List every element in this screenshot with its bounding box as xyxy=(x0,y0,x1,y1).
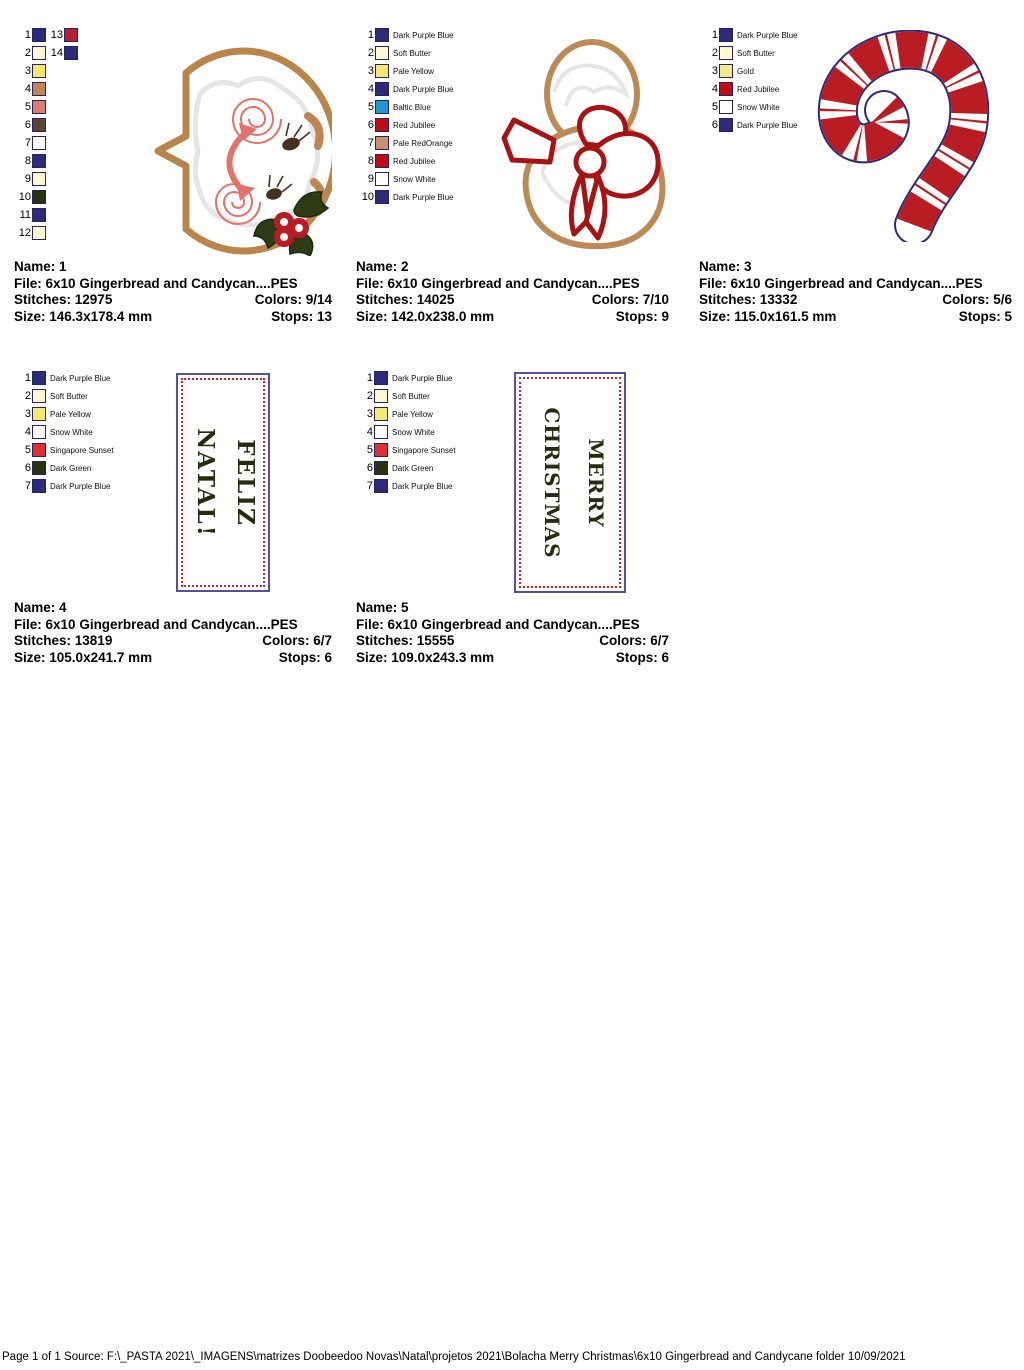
thread-row xyxy=(356,405,456,423)
thread-row xyxy=(356,459,456,477)
thread-swatch xyxy=(374,479,388,493)
thread-number: 6 xyxy=(24,118,31,131)
thread-row xyxy=(14,459,114,477)
size-line: Size: 115.0x161.5 mm xyxy=(699,308,837,324)
thread-row xyxy=(14,477,114,495)
stops-line: Stops: 9 xyxy=(615,308,669,324)
thread-swatch xyxy=(32,100,46,114)
thread-label: Soft Butter xyxy=(737,48,775,58)
thread-number: 5 xyxy=(711,100,718,113)
thread-row xyxy=(14,44,46,62)
thread-number: 9 xyxy=(367,172,374,185)
thread-row xyxy=(14,188,46,206)
design-file-line: File: 6x10 Gingerbread and Candycan....PES xyxy=(356,616,640,632)
name-label: Name: xyxy=(14,259,56,274)
thread-row xyxy=(14,224,46,242)
banner-text xyxy=(522,379,618,587)
thread-row xyxy=(356,387,456,405)
thread-number: 8 xyxy=(367,154,374,167)
thread-legend-design-3 xyxy=(701,26,797,134)
thread-row xyxy=(14,152,46,170)
thread-number: 4 xyxy=(24,425,31,438)
size-line: Size: 142.0x238.0 mm xyxy=(356,308,495,324)
thread-row xyxy=(46,26,78,44)
design-name-line: Name: 5 xyxy=(356,600,409,615)
thread-number: 3 xyxy=(367,64,374,77)
thread-number: 6 xyxy=(367,118,374,131)
thread-number: 2 xyxy=(24,389,31,402)
design-name-line: Name: 2 xyxy=(356,259,409,274)
thread-swatch xyxy=(374,443,388,457)
cookie-ornament-bow-artwork xyxy=(490,22,682,256)
thread-swatch xyxy=(719,82,733,96)
thread-label: Singapore Sunset xyxy=(50,445,114,455)
thread-swatch xyxy=(32,479,46,493)
thread-label: Red Jubilee xyxy=(393,156,436,166)
design-file-line: File: 6x10 Gingerbread and Candycan....PES xyxy=(356,275,640,291)
design-file-line xyxy=(14,276,332,293)
thread-label: Gold xyxy=(737,66,754,76)
colors-line: Colors: 6/7 xyxy=(262,633,332,648)
design-name-line: Name: 4 xyxy=(14,600,67,615)
thread-number: 1 xyxy=(367,28,374,41)
thread-number: 13 xyxy=(50,28,63,41)
thread-row xyxy=(701,62,797,80)
thread-label: Snow White xyxy=(392,427,435,437)
stitches-line: Stitches: 14025 xyxy=(356,292,455,307)
stops-line: Stops: 6 xyxy=(278,649,332,665)
thread-number: 4 xyxy=(711,82,718,95)
banner-text xyxy=(181,380,265,585)
thread-swatch xyxy=(375,172,389,186)
feliz-natal-banner-artwork xyxy=(176,373,270,592)
thread-label: Pale Yellow xyxy=(50,409,91,419)
thread-number: 7 xyxy=(366,479,373,492)
banner-line-1: MERRY xyxy=(584,437,608,528)
thread-label: Dark Green xyxy=(392,463,434,473)
size-line: Size: 105.0x241.7 mm xyxy=(14,649,153,665)
thread-swatch xyxy=(374,425,388,439)
thread-row xyxy=(14,206,46,224)
thread-label: Soft Butter xyxy=(392,391,430,401)
thread-number: 6 xyxy=(24,461,31,474)
thread-number: 8 xyxy=(24,154,31,167)
thread-swatch xyxy=(375,118,389,132)
thread-row xyxy=(357,170,453,188)
thread-swatch xyxy=(32,64,46,78)
thread-row xyxy=(701,44,797,62)
thread-row xyxy=(14,405,114,423)
thread-legend-design-4 xyxy=(14,369,114,495)
thread-row xyxy=(357,152,453,170)
thread-row xyxy=(357,188,453,206)
thread-swatch xyxy=(375,82,389,96)
colors-line: Colors: 7/10 xyxy=(591,292,669,307)
thread-label: Dark Purple Blue xyxy=(393,84,454,94)
thread-legend-design-2 xyxy=(357,26,453,206)
thread-row xyxy=(14,116,46,134)
thread-swatch xyxy=(32,172,46,186)
size-line: Size: 109.0x243.3 mm xyxy=(356,649,495,665)
thread-swatch xyxy=(375,154,389,168)
design-name-line: Name: 3 xyxy=(699,259,752,274)
thread-number: 3 xyxy=(24,64,31,77)
page-footer-source-path: Page 1 of 1 Source: F:\_PASTA 2021\_IMAGENS\matrizes Doobeedoo Novas\Natal\projetos 2021\Bolacha Merry Christmas\6x10 Gingerbread and Candycane folder 10/09/2021 xyxy=(2,1351,906,1363)
thread-number: 2 xyxy=(367,46,374,59)
thread-label: Dark Purple Blue xyxy=(50,373,111,383)
thread-swatch xyxy=(719,46,733,60)
banner-line-1: FELIZ xyxy=(232,438,259,527)
thread-row xyxy=(14,26,46,44)
thread-number: 5 xyxy=(366,443,373,456)
thread-number: 6 xyxy=(366,461,373,474)
thread-number: 1 xyxy=(24,28,31,41)
stitches-line: Stitches: 12975 xyxy=(14,292,113,307)
thread-number: 9 xyxy=(24,172,31,185)
thread-legend-design-1 xyxy=(14,26,78,242)
thread-row xyxy=(356,477,456,495)
thread-label: Pale Yellow xyxy=(393,66,434,76)
thread-row xyxy=(701,98,797,116)
thread-number: 4 xyxy=(24,82,31,95)
thread-label: Dark Purple Blue xyxy=(392,481,453,491)
thread-swatch xyxy=(32,136,46,150)
design-4-metadata xyxy=(14,600,332,666)
thread-row xyxy=(14,80,46,98)
thread-label: Dark Purple Blue xyxy=(50,481,111,491)
thread-number: 2 xyxy=(366,389,373,402)
thread-swatch xyxy=(32,371,46,385)
thread-row xyxy=(356,423,456,441)
thread-legend-design-5 xyxy=(356,369,456,495)
thread-number: 4 xyxy=(367,82,374,95)
file-value: 6x10 Gingerbread and Candycan....PES xyxy=(45,275,298,291)
thread-row xyxy=(14,387,114,405)
stops-line: Stops: 6 xyxy=(615,649,669,665)
thread-swatch xyxy=(32,208,46,222)
design-5-metadata xyxy=(356,600,669,666)
thread-swatch xyxy=(374,371,388,385)
stitches-line: Stitches: 13819 xyxy=(14,633,113,648)
thread-row xyxy=(14,369,114,387)
thread-number: 1 xyxy=(24,371,31,384)
thread-swatch xyxy=(719,28,733,42)
design-file-line: File: 6x10 Gingerbread and Candycan....PES xyxy=(14,616,298,632)
thread-number: 7 xyxy=(367,136,374,149)
thread-swatch xyxy=(32,443,46,457)
thread-swatch xyxy=(719,100,733,114)
thread-number: 7 xyxy=(24,136,31,149)
thread-row xyxy=(357,26,453,44)
thread-swatch xyxy=(32,46,46,60)
stitches-line: Stitches: 13332 xyxy=(699,292,798,307)
thread-row xyxy=(357,134,453,152)
thread-number: 3 xyxy=(24,407,31,420)
thread-label: Dark Purple Blue xyxy=(737,120,798,130)
thread-swatch xyxy=(375,64,389,78)
thread-row xyxy=(356,369,456,387)
banner-line-2: CHRISTMAS xyxy=(540,406,564,559)
colors-line: Colors: 9/14 xyxy=(254,292,332,307)
thread-swatch xyxy=(374,389,388,403)
thread-swatch xyxy=(64,46,78,60)
thread-number: 3 xyxy=(711,64,718,77)
thread-swatch xyxy=(32,154,46,168)
gingerbread-cookie-artwork xyxy=(126,24,332,256)
thread-swatch xyxy=(374,407,388,421)
candy-cane-artwork xyxy=(810,30,1002,242)
thread-number: 12 xyxy=(18,226,31,239)
thread-row xyxy=(357,62,453,80)
thread-number: 1 xyxy=(366,371,373,384)
thread-swatch xyxy=(374,461,388,475)
thread-swatch xyxy=(32,190,46,204)
thread-label: Red Jubilee xyxy=(737,84,780,94)
thread-label: Dark Purple Blue xyxy=(737,30,798,40)
thread-number: 5 xyxy=(24,100,31,113)
thread-swatch xyxy=(32,226,46,240)
stitches-line: Stitches: 15555 xyxy=(356,633,455,648)
thread-row xyxy=(14,134,46,152)
thread-swatch xyxy=(32,461,46,475)
thread-number: 2 xyxy=(24,46,31,59)
thread-swatch xyxy=(32,28,46,42)
thread-label: Baltic Blue xyxy=(393,102,431,112)
thread-number: 11 xyxy=(19,208,31,221)
thread-row xyxy=(14,98,46,116)
thread-label: Dark Green xyxy=(50,463,92,473)
thread-number: 1 xyxy=(711,28,718,41)
thread-label: Soft Butter xyxy=(50,391,88,401)
name-value: 1 xyxy=(59,259,67,274)
thread-number: 6 xyxy=(711,118,718,131)
thread-label: Soft Butter xyxy=(393,48,431,58)
thread-label: Dark Purple Blue xyxy=(393,192,454,202)
thread-row xyxy=(356,441,456,459)
thread-row xyxy=(14,423,114,441)
thread-row xyxy=(701,26,797,44)
thread-swatch xyxy=(32,425,46,439)
thread-label: Pale Yellow xyxy=(392,409,433,419)
thread-label: Red Jubilee xyxy=(393,120,436,130)
thread-swatch xyxy=(64,28,78,42)
thread-row xyxy=(14,170,46,188)
thread-label: Dark Purple Blue xyxy=(392,373,453,383)
merry-christmas-banner-artwork xyxy=(514,372,626,593)
thread-label: Snow White xyxy=(393,174,436,184)
design-3-metadata xyxy=(699,259,1012,325)
design-2-metadata xyxy=(356,259,669,325)
size-line: Size: 146.3x178.4 mm xyxy=(14,308,153,324)
thread-number: 2 xyxy=(711,46,718,59)
thread-row xyxy=(14,441,114,459)
banner-line-2: NATAL! xyxy=(192,427,219,538)
thread-row xyxy=(701,116,797,134)
thread-row xyxy=(357,80,453,98)
thread-label: Snow White xyxy=(737,102,780,112)
thread-row xyxy=(357,98,453,116)
thread-swatch xyxy=(719,64,733,78)
thread-swatch xyxy=(375,190,389,204)
thread-number: 7 xyxy=(24,479,31,492)
thread-swatch xyxy=(375,46,389,60)
thread-swatch xyxy=(32,118,46,132)
thread-label: Dark Purple Blue xyxy=(393,30,454,40)
design-file-line: File: 6x10 Gingerbread and Candycan....PES xyxy=(699,275,983,291)
thread-number: 14 xyxy=(50,46,63,59)
thread-number: 5 xyxy=(367,100,374,113)
thread-swatch xyxy=(375,136,389,150)
thread-swatch xyxy=(719,118,733,132)
thread-label: Snow White xyxy=(50,427,93,437)
thread-swatch xyxy=(375,100,389,114)
thread-number: 4 xyxy=(366,425,373,438)
thread-swatch xyxy=(375,28,389,42)
stops-line: Stops: 13 xyxy=(271,308,332,324)
thread-row xyxy=(14,62,46,80)
thread-row xyxy=(46,44,78,62)
thread-label: Pale RedOrange xyxy=(393,138,453,148)
thread-number: 10 xyxy=(361,190,374,203)
thread-number: 3 xyxy=(366,407,373,420)
thread-number: 5 xyxy=(24,443,31,456)
thread-swatch xyxy=(32,407,46,421)
file-label: File: xyxy=(14,275,42,291)
design-name-line xyxy=(14,259,332,276)
colors-line: Colors: 6/7 xyxy=(599,633,669,648)
colors-line: Colors: 5/6 xyxy=(942,292,1012,307)
stops-line: Stops: 5 xyxy=(958,308,1012,324)
thread-row xyxy=(357,44,453,62)
thread-swatch xyxy=(32,82,46,96)
thread-row xyxy=(357,116,453,134)
thread-swatch xyxy=(32,389,46,403)
design-1-metadata xyxy=(14,259,332,325)
thread-label: Singapore Sunset xyxy=(392,445,456,455)
thread-row xyxy=(701,80,797,98)
thread-number: 10 xyxy=(18,190,31,203)
